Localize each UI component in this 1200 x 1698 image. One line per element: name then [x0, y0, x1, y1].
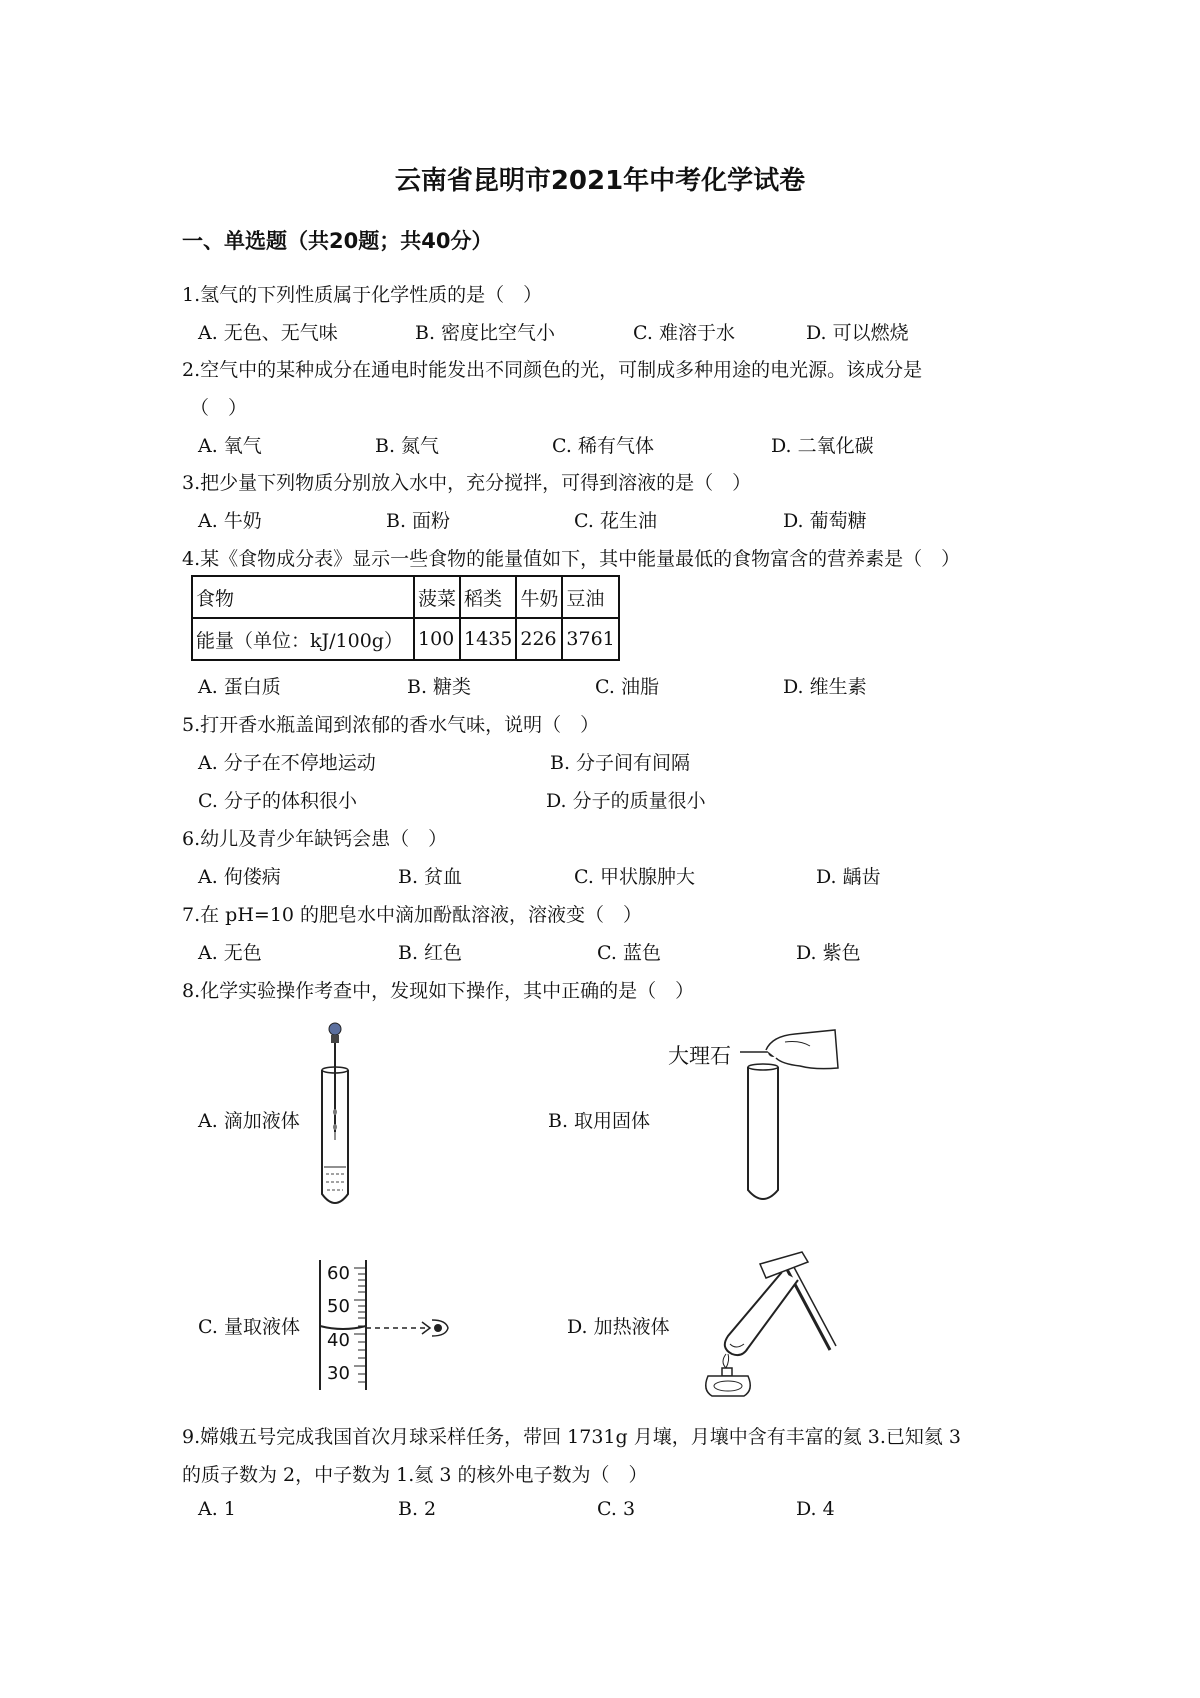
question-9-option-b[interactable]: B. 2: [398, 1498, 437, 1520]
heating-liquid-figure: [690, 1250, 840, 1400]
question-1-option-b[interactable]: B. 密度比空气小: [415, 322, 556, 344]
table-cell: 豆油: [562, 576, 618, 618]
cylinder-tick-50: 50: [327, 1296, 350, 1317]
question-4-option-d[interactable]: D. 维生素: [783, 676, 867, 698]
question-6-option-b[interactable]: B. 贫血: [398, 866, 463, 888]
table-cell: 食物: [192, 576, 414, 618]
question-7-stem: 7.在 pH=10 的肥皂水中滴加酚酞溶液，溶液变（ ）: [182, 904, 643, 926]
question-6-stem: 6.幼儿及青少年缺钙会患（ ）: [182, 828, 448, 850]
question-5-option-a[interactable]: A. 分子在不停地运动: [198, 752, 376, 774]
cylinder-tick-40: 40: [327, 1330, 350, 1351]
question-3-option-b[interactable]: B. 面粉: [386, 510, 451, 532]
cylinder-tick-30: 30: [327, 1363, 350, 1384]
question-5-option-b[interactable]: B. 分子间有间隔: [550, 752, 691, 774]
dropper-test-tube-figure: [310, 1022, 370, 1212]
question-8-option-a[interactable]: A. 滴加液体: [198, 1110, 300, 1132]
question-7-option-c[interactable]: C. 蓝色: [597, 942, 661, 964]
question-1-stem: 1.氢气的下列性质属于化学性质的是（ ）: [182, 284, 543, 306]
table-cell: 稻类: [460, 576, 516, 618]
question-2-stem: 2.空气中的某种成分在通电时能发出不同颜色的光，可制成多种用途的电光源。该成分是: [182, 359, 923, 381]
table-cell: 3761: [562, 618, 618, 660]
question-9-stem: 9.嫦娥五号完成我国首次月球采样任务，带回 1731g 月壤，月壤中含有丰富的氦 3.已知氦 3: [182, 1426, 962, 1448]
question-6-option-a[interactable]: A. 佝偻病: [198, 866, 281, 888]
question-6-option-d[interactable]: D. 龋齿: [816, 866, 881, 888]
question-9-stem-continued: 的质子数为 2，中子数为 1.氦 3 的核外电子数为（ ）: [182, 1464, 648, 1486]
question-7-option-a[interactable]: A. 无色: [198, 942, 262, 964]
page-title: 云南省昆明市2021年中考化学试卷: [394, 166, 806, 196]
table-cell: 能量（单位：kJ/100g）: [192, 618, 414, 660]
table-cell: 1435: [460, 618, 516, 660]
marble-label: 大理石: [668, 1044, 731, 1068]
question-4-option-c[interactable]: C. 油脂: [595, 676, 659, 698]
question-2-option-c[interactable]: C. 稀有气体: [552, 435, 654, 457]
question-6-option-c[interactable]: C. 甲状腺肿大: [574, 866, 695, 888]
question-8-option-d[interactable]: D. 加热液体: [567, 1316, 670, 1338]
question-2-option-d[interactable]: D. 二氧化碳: [771, 435, 874, 457]
question-9-option-a[interactable]: A. 1: [198, 1498, 236, 1520]
question-1-option-a[interactable]: A. 无色、无气味: [198, 322, 338, 344]
table-cell: 牛奶: [516, 576, 562, 618]
question-5-option-d[interactable]: D. 分子的质量很小: [546, 790, 706, 812]
question-4-option-b[interactable]: B. 糖类: [407, 676, 472, 698]
question-8-stem: 8.化学实验操作考查中，发现如下操作，其中正确的是（ ）: [182, 980, 695, 1002]
table-cell: 226: [516, 618, 562, 660]
table-row: [192, 618, 619, 660]
question-5-stem: 5.打开香水瓶盖闻到浓郁的香水气味，说明（ ）: [182, 714, 600, 736]
question-9-option-c[interactable]: C. 3: [597, 1498, 636, 1520]
question-1-option-d[interactable]: D. 可以燃烧: [806, 322, 909, 344]
question-8-option-b[interactable]: B. 取用固体: [548, 1110, 651, 1132]
question-2-option-b[interactable]: B. 氮气: [375, 435, 440, 457]
question-8-option-c[interactable]: C. 量取液体: [198, 1316, 300, 1338]
table-cell: 菠菜: [414, 576, 460, 618]
food-energy-table: [191, 575, 620, 661]
question-3-option-a[interactable]: A. 牛奶: [198, 510, 262, 532]
question-5-option-c[interactable]: C. 分子的体积很小: [198, 790, 357, 812]
question-2-option-a[interactable]: A. 氧气: [198, 435, 262, 457]
question-1-option-c[interactable]: C. 难溶于水: [633, 322, 735, 344]
question-3-option-c[interactable]: C. 花生油: [574, 510, 657, 532]
question-9-option-d[interactable]: D. 4: [796, 1498, 835, 1520]
question-3-option-d[interactable]: D. 葡萄糖: [783, 510, 867, 532]
section-heading: 一、单选题（共20题；共40分）: [182, 229, 493, 253]
question-2-stem-continued: （ ）: [190, 397, 248, 419]
question-3-stem: 3.把少量下列物质分别放入水中，充分搅拌，可得到溶液的是（ ）: [182, 472, 752, 494]
table-cell: 100: [414, 618, 460, 660]
question-7-option-b[interactable]: B. 红色: [398, 942, 463, 964]
question-4-stem: 4.某《食物成分表》显示一些食物的能量值如下，其中能量最低的食物富含的营养素是（ ）: [182, 548, 961, 570]
table-header-row: [192, 576, 619, 618]
question-7-option-d[interactable]: D. 紫色: [796, 942, 861, 964]
question-4-option-a[interactable]: A. 蛋白质: [198, 676, 281, 698]
cylinder-tick-60: 60: [327, 1263, 350, 1284]
